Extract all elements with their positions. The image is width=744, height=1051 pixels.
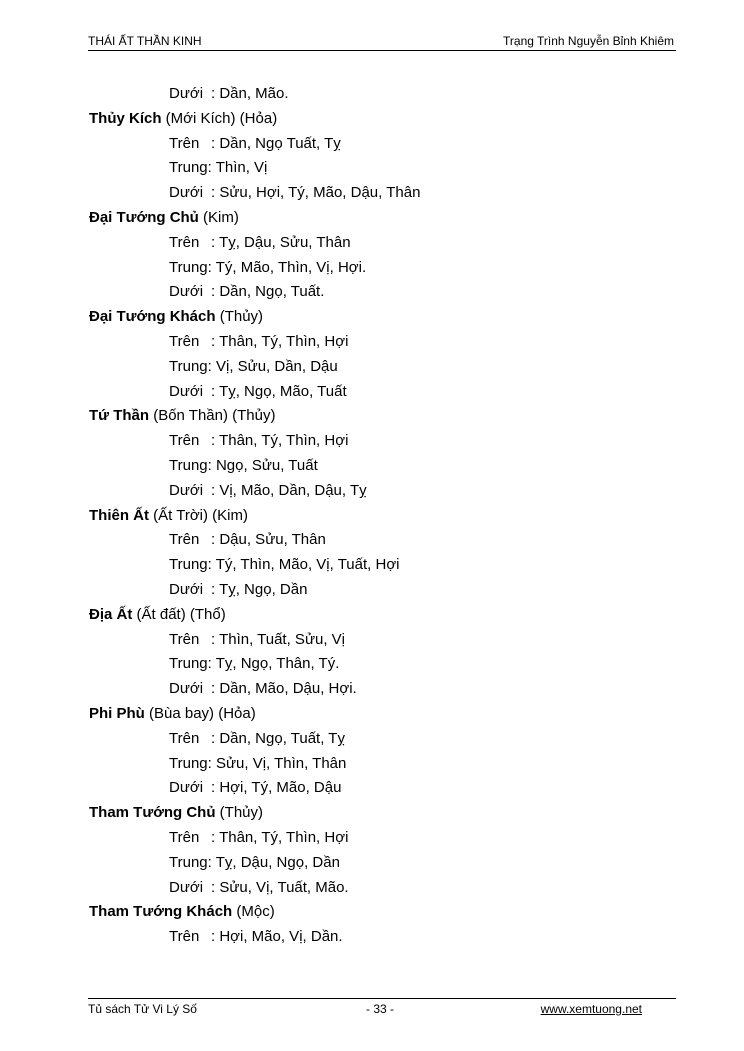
section-row [0,181,744,206]
footer-collection: Tủ sách Tử Vi Lý Số [88,1002,197,1016]
row-value: : Sửu, Vị, Thìn, Thân [207,754,347,772]
section-title [0,801,744,826]
row-label: Dưới [169,382,204,400]
section-title [0,603,744,628]
row-label: Trung [169,159,208,177]
row-label: Dưới [169,580,204,598]
section-row [0,380,744,405]
section-row [0,578,744,603]
section-row [0,256,744,281]
row-value: : Dần, Ngọ, Tuất. [211,283,325,301]
section-row [0,652,744,677]
row-value: : Dần, Mão, Dậu, Hợi. [211,680,357,698]
row-label: Trên [169,828,200,846]
row-value: : Vị, Mão, Dần, Dậu, Tỵ [211,481,367,499]
row-value: : Hợi, Tý, Mão, Dậu [211,779,342,797]
section-title [0,504,744,529]
row-value: : Tỵ, Ngọ, Mão, Tuất [211,382,347,400]
row-label: Trung [169,754,208,772]
section-description: (Mới Kích) (Hỏa) [161,109,278,127]
section-description: (Mộc) [232,903,275,921]
section-title [0,404,744,429]
row-label: Trên [169,332,200,350]
header-book-title: THÁI ẤT THẦN KINH [88,34,202,48]
section-description: (Kim) [198,208,239,226]
section-row [0,280,744,305]
section-description: (Ất Trời) (Kim) [149,506,248,524]
section-name: Tứ Thần [89,407,150,425]
section-row [0,826,744,851]
row-label: Dưới [169,184,204,202]
section-name: Thủy Kích [89,109,162,127]
section-row [0,553,744,578]
row-label: Trung [169,357,208,375]
row-label: Dưới [169,283,204,301]
row-value: : Tý, Thìn, Mão, Vị, Tuất, Hợi [207,556,400,574]
row-value: : Sửu, Hợi, Tý, Mão, Dậu, Thân [211,184,421,202]
row-value: : Ngọ, Sửu, Tuất [207,456,318,474]
section-row [0,677,744,702]
row-label: Trung [169,258,208,276]
row-value: : Tỵ, Dậu, Ngọ, Dần [207,853,340,871]
row-value: : Sửu, Vị, Tuất, Mão. [211,878,349,896]
section-row [0,454,744,479]
row-label: Trên [169,233,200,251]
row-label: Dưới [169,85,204,102]
section-row [0,429,744,454]
section-row [0,156,744,181]
page-content [0,82,744,950]
row-value: : Dần, Ngọ, Tuất, Tỵ [211,729,345,747]
row-value: : Vị, Sửu, Dần, Dậu [207,357,338,375]
section-title [0,206,744,231]
section-row [0,231,744,256]
section-row [0,132,744,157]
row-label: Trung [169,853,208,871]
row-label: Trung [169,456,208,474]
row-label: Dưới [169,878,204,896]
section-row [0,925,744,950]
row-value: : Tỵ, Ngọ, Dần [211,580,308,598]
row-label: Trên [169,729,200,747]
section-title [0,107,744,132]
section-row [0,330,744,355]
section-row [0,528,744,553]
header-author: Trạng Trình Nguyễn Bỉnh Khiêm [503,34,674,48]
section-name: Đại Tướng Khách [89,308,216,326]
row-value: : Hợi, Mão, Vị, Dần. [211,928,343,946]
section-row [0,776,744,801]
row-label: Trung [169,556,208,574]
section-description: (Bùa bay) (Hỏa) [144,704,256,722]
row-value: : Thìn, Tuất, Sửu, Vị [211,630,345,648]
intro-row [0,82,744,107]
row-value: : Dần, Mão. [211,85,289,102]
section-row [0,479,744,504]
section-row [0,727,744,752]
section-description: (Thủy) [215,308,264,326]
section-title [0,900,744,925]
row-label: Trên [169,928,200,946]
section-row [0,752,744,777]
section-description: (Thủy) [215,804,264,822]
row-label: Dưới [169,779,204,797]
footer-website-link[interactable]: www.xemtuong.net [540,1002,642,1016]
row-value: : Dần, Ngọ Tuất, Tỵ [211,134,341,152]
row-label: Trên [169,531,200,549]
sections-list [0,107,744,950]
section-row [0,876,744,901]
section-name: Thiên Ất [89,506,149,524]
row-value: : Tỵ, Dậu, Sửu, Thân [211,233,351,251]
section-name: Địa Ất [89,605,133,623]
section-name: Phi Phù [89,704,145,722]
section-description: (Bốn Thần) (Thủy) [149,407,276,425]
row-value: : Thìn, Vị [207,159,268,177]
row-label: Dưới [169,680,204,698]
page-header [88,32,676,51]
row-label: Trên [169,134,200,152]
section-name: Tham Tướng Khách [89,903,233,921]
row-value: : Thân, Tý, Thìn, Hợi [211,828,349,846]
row-value: : Tỵ, Ngọ, Thân, Tý. [207,655,340,673]
section-title [0,305,744,330]
section-row [0,628,744,653]
row-value: : Dậu, Sửu, Thân [211,531,326,549]
row-label: Dưới [169,481,204,499]
row-label: Trên [169,432,200,450]
section-title [0,702,744,727]
row-label: Trung [169,655,208,673]
section-row [0,851,744,876]
section-name: Đại Tướng Chủ [89,208,199,226]
row-value: : Thân, Tý, Thìn, Hợi [211,332,349,350]
page-number: - 33 - [366,1002,395,1016]
section-name: Tham Tướng Chủ [89,804,216,822]
section-row [0,355,744,380]
row-value: : Thân, Tý, Thìn, Hợi [211,432,349,450]
row-label: Trên [169,630,200,648]
section-description: (Ất đất) (Thổ) [132,605,226,623]
row-value: : Tý, Mão, Thìn, Vị, Hợi. [207,258,367,276]
page-footer [88,998,676,1019]
